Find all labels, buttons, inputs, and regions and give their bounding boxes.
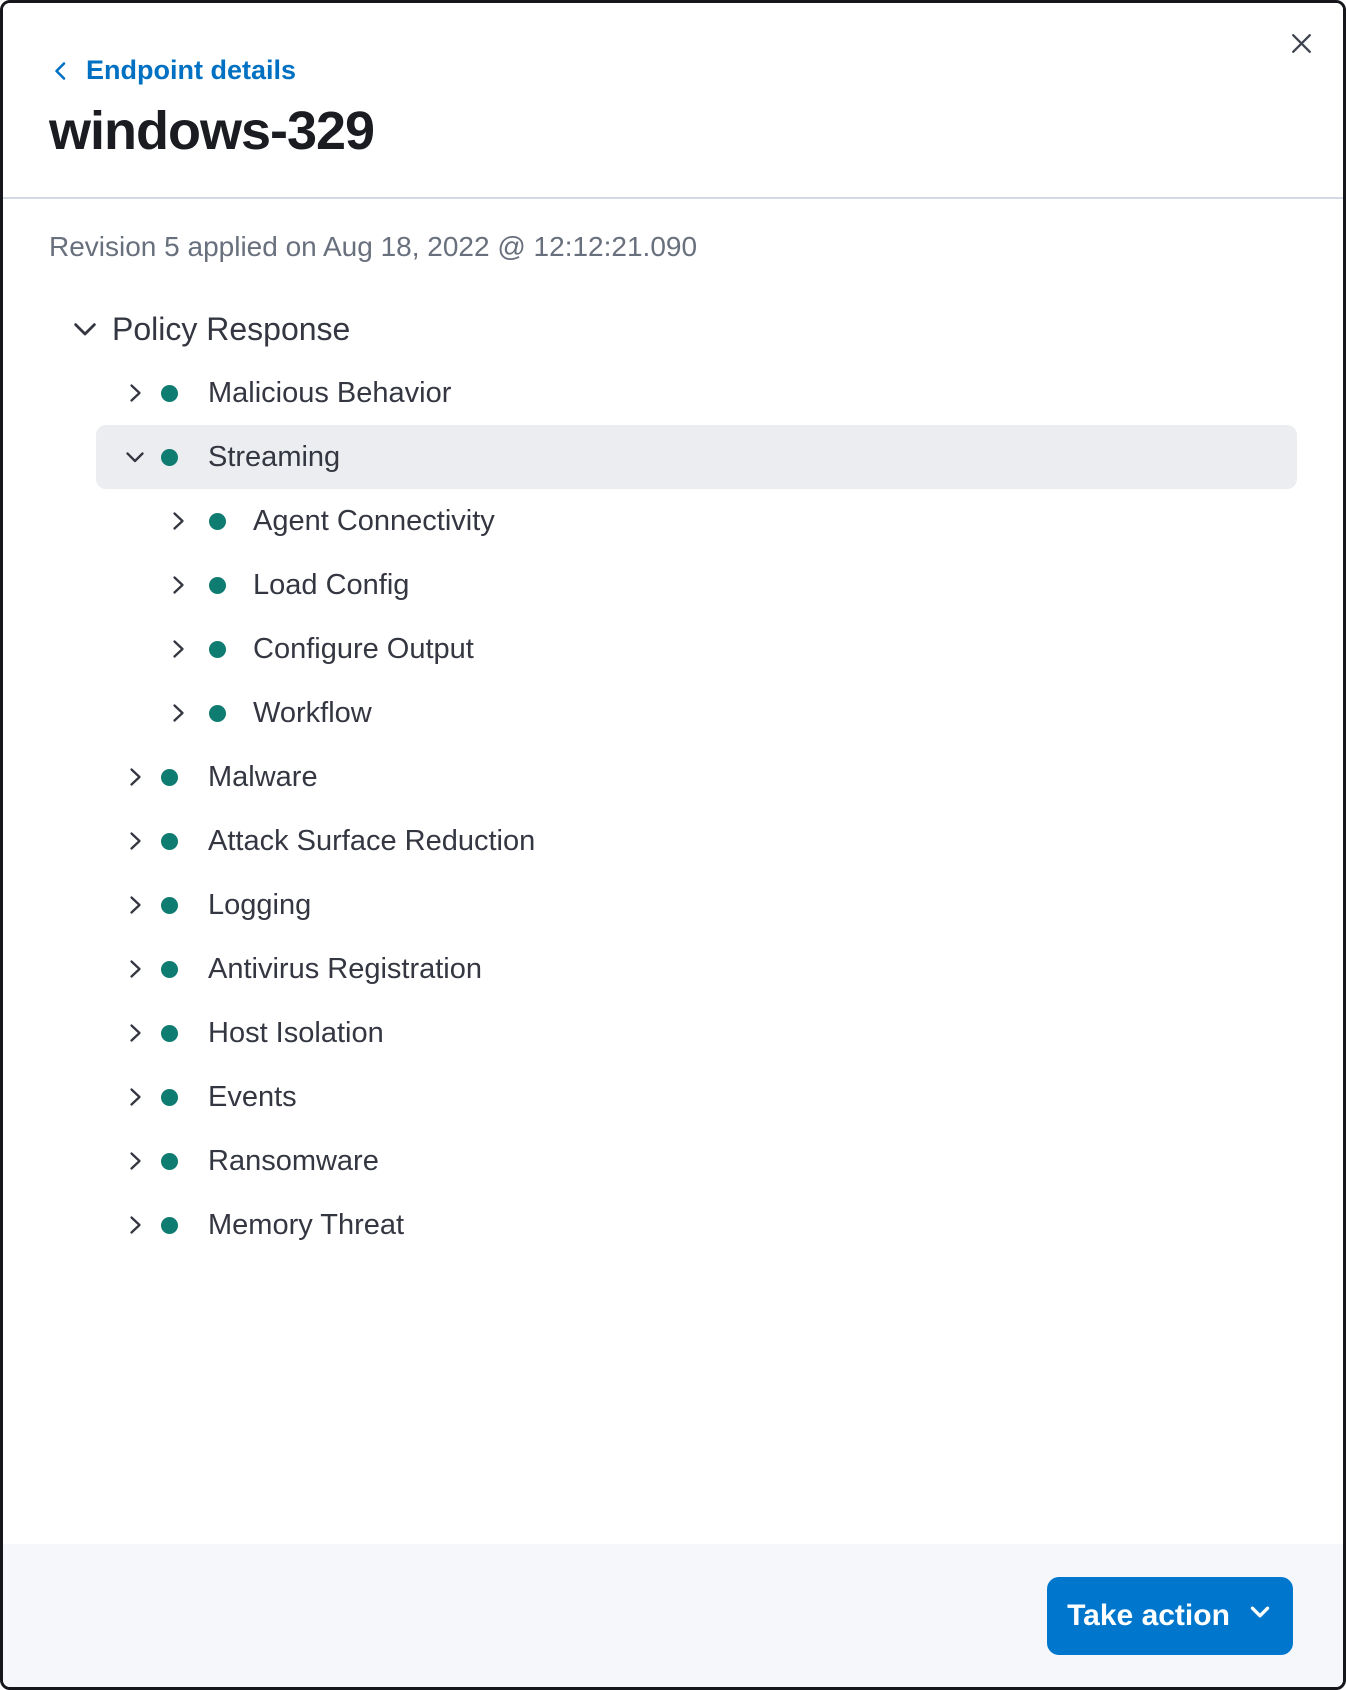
tree-node-label: Host Isolation	[208, 1016, 384, 1049]
status-dot	[161, 1153, 178, 1170]
flyout-footer	[3, 1544, 1343, 1687]
policy-response-panel	[3, 199, 1343, 1544]
tree-node-label: Antivirus Registration	[208, 952, 482, 985]
tree-node-label: Workflow	[253, 696, 372, 729]
tree-node-label: Events	[208, 1080, 297, 1113]
chevron-down-icon[interactable]	[70, 314, 100, 344]
tree-node-host-isolation[interactable]	[123, 1001, 1297, 1065]
x-icon	[1288, 30, 1315, 60]
tree-node-label: Ransomware	[208, 1144, 379, 1177]
tree-node-malicious-behavior[interactable]	[123, 361, 1297, 425]
status-dot	[209, 641, 226, 658]
status-dot	[161, 1089, 178, 1106]
status-dot	[161, 961, 178, 978]
chevron-right-icon[interactable]	[123, 892, 147, 918]
chevron-right-icon[interactable]	[166, 572, 190, 598]
tree-node-agent-connectivity[interactable]	[166, 489, 1297, 553]
status-dot	[209, 705, 226, 722]
chevron-right-icon[interactable]	[123, 764, 147, 790]
back-link-label: Endpoint details	[86, 55, 297, 85]
status-dot	[161, 385, 178, 402]
tree-node-attack-surface-reduction[interactable]	[123, 809, 1297, 873]
chevron-right-icon[interactable]	[123, 1212, 147, 1238]
status-dot	[161, 1025, 178, 1042]
tree-node-load-config[interactable]	[166, 553, 1297, 617]
policy-response-tree	[49, 297, 1297, 1257]
tree-node-label: Malicious Behavior	[208, 376, 452, 409]
tree-node-label: Load Config	[253, 568, 410, 601]
page-title: windows-329	[49, 100, 375, 161]
tree-node-malware[interactable]	[123, 745, 1297, 809]
chevron-right-icon[interactable]	[123, 1084, 147, 1110]
tree-node-configure-output[interactable]	[166, 617, 1297, 681]
flyout-header	[3, 3, 1343, 199]
tree-node-label: Logging	[208, 888, 312, 921]
tree-node-antivirus-registration[interactable]	[123, 937, 1297, 1001]
chevron-right-icon[interactable]	[166, 508, 190, 534]
tree-node-events[interactable]	[123, 1065, 1297, 1129]
chevron-right-icon[interactable]	[166, 700, 190, 726]
status-dot	[161, 1217, 178, 1234]
tree-node-policy-response[interactable]	[70, 297, 1297, 361]
status-dot	[161, 449, 178, 466]
tree-node-label: Memory Threat	[208, 1208, 405, 1241]
status-dot	[161, 769, 178, 786]
chevron-right-icon[interactable]	[123, 828, 147, 854]
chevron-right-icon[interactable]	[166, 636, 190, 662]
tree-node-label: Malware	[208, 760, 318, 793]
chevron-left-icon	[49, 59, 73, 83]
status-dot	[161, 833, 178, 850]
tree-node-workflow[interactable]	[166, 681, 1297, 745]
back-to-endpoint-details-link[interactable]	[49, 55, 296, 86]
take-action-button[interactable]	[1047, 1577, 1293, 1655]
tree-node-label: Policy Response	[112, 310, 351, 347]
take-action-label: Take action	[1067, 1598, 1230, 1632]
status-dot	[209, 577, 226, 594]
chevron-right-icon[interactable]	[123, 380, 147, 406]
status-dot	[161, 897, 178, 914]
chevron-right-icon[interactable]	[123, 1020, 147, 1046]
tree-node-label: Configure Output	[253, 632, 474, 665]
chevron-down-icon[interactable]	[123, 444, 147, 470]
tree-node-ransomware[interactable]	[123, 1129, 1297, 1193]
chevron-right-icon[interactable]	[123, 1148, 147, 1174]
status-dot	[209, 513, 226, 530]
tree-node-label: Attack Surface Reduction	[208, 824, 536, 857]
revision-applied-text: Revision 5 applied on Aug 18, 2022 @ 12:12:21.090	[49, 231, 698, 262]
chevron-down-icon	[1247, 1599, 1273, 1633]
close-flyout-button[interactable]	[1281, 25, 1321, 65]
tree-node-memory-threat[interactable]	[123, 1193, 1297, 1257]
tree-node-streaming[interactable]	[96, 425, 1297, 489]
chevron-right-icon[interactable]	[123, 956, 147, 982]
tree-node-label: Agent Connectivity	[253, 504, 495, 537]
tree-node-logging[interactable]	[123, 873, 1297, 937]
tree-node-label: Streaming	[208, 440, 341, 473]
